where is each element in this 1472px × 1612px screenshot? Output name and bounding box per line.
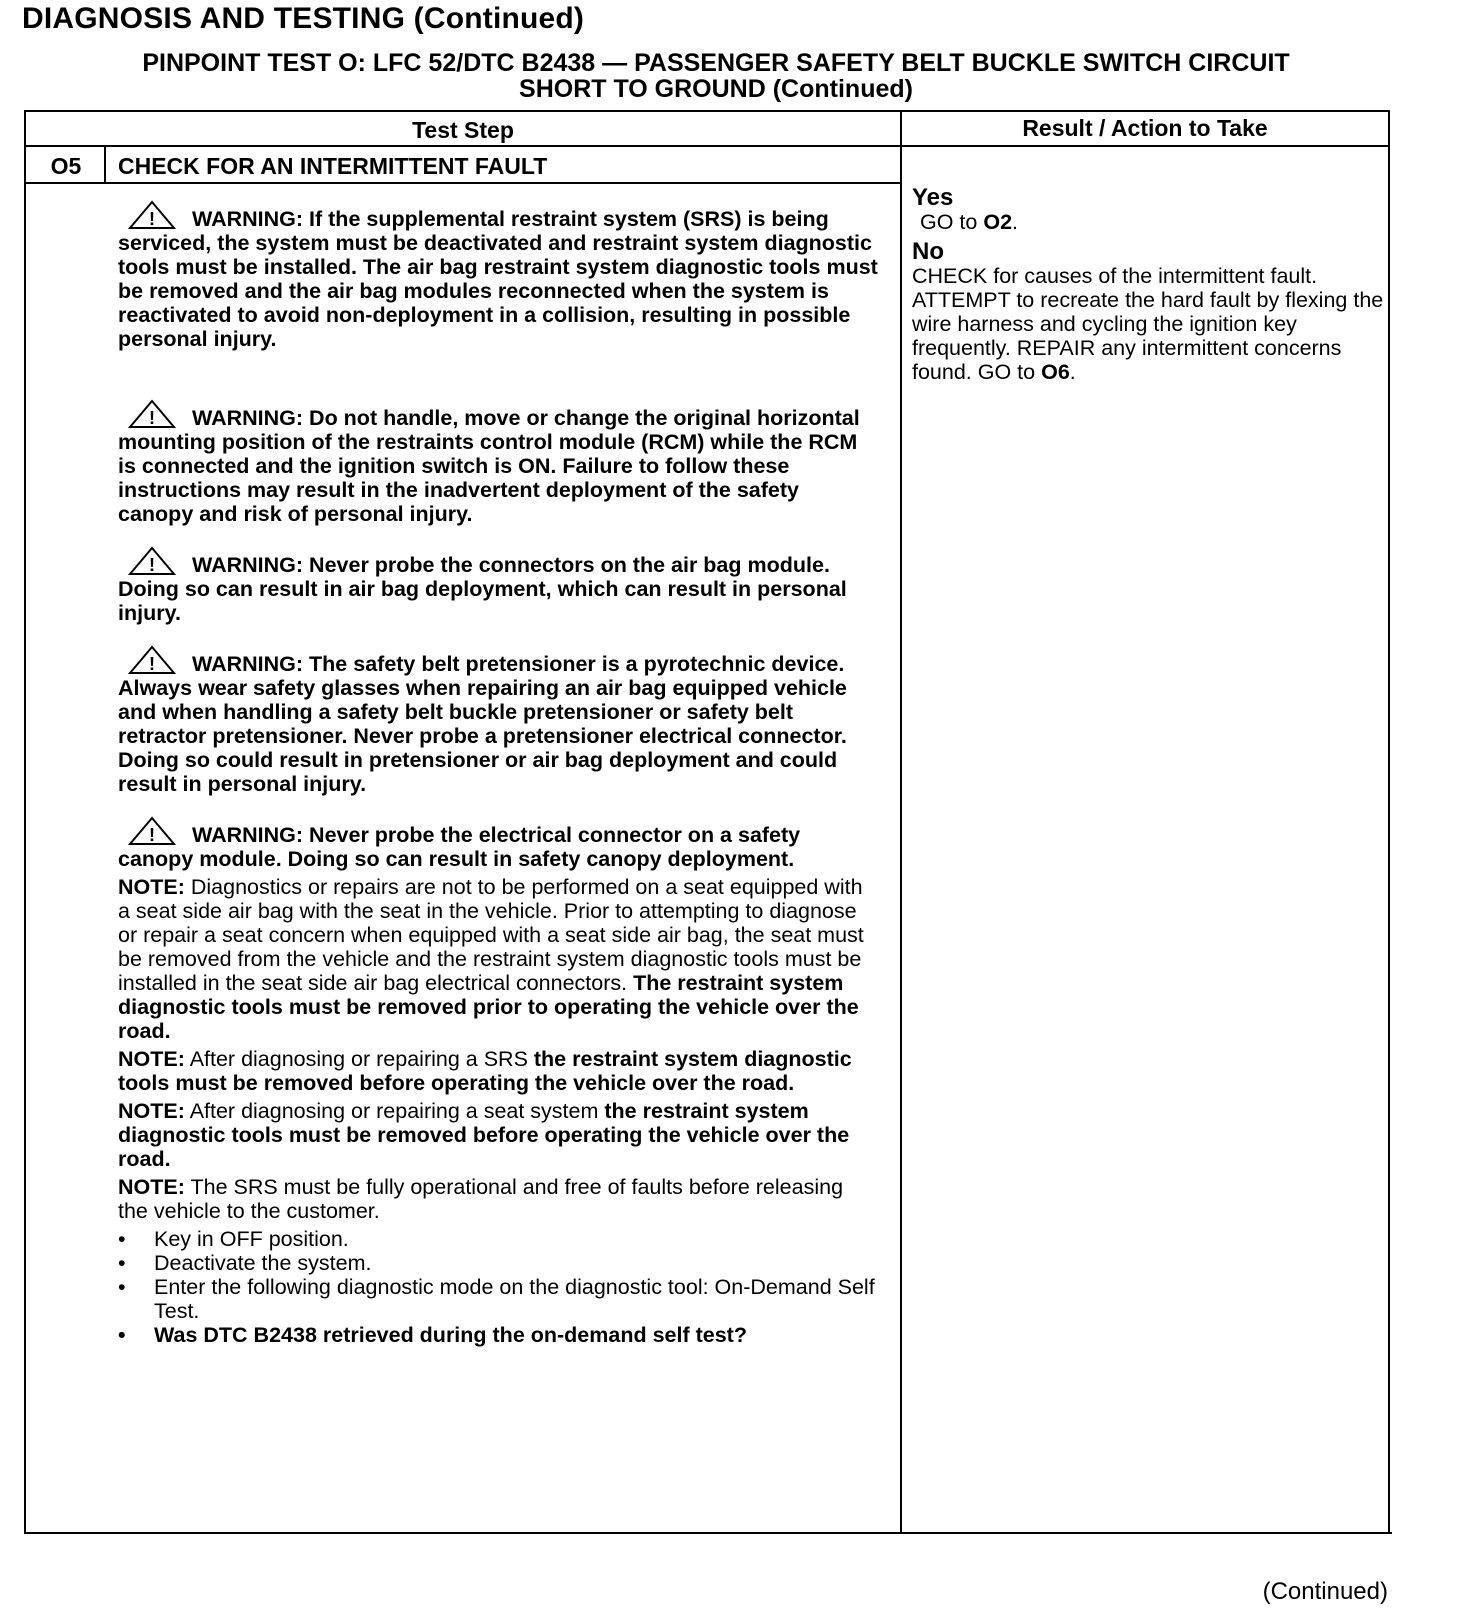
- pinpoint-test-title-line2: SHORT TO GROUND (Continued): [519, 75, 913, 103]
- note-label: NOTE:: [118, 1099, 185, 1123]
- note-label: NOTE:: [118, 875, 185, 899]
- note-text: Diagnostics or repairs are not to be performed on a seat equipped with a seat side air bag with the seat in the vehicle. Prior to attempting to diagnose or repair a seat concern when equipped with a seat side air bag, the seat must be removed from the vehicle and the restraint system diagnostic tools must be installed in the seat side air bag electrical connectors.: [118, 875, 864, 995]
- note-label: NOTE:: [118, 1047, 185, 1071]
- note-3: [118, 1099, 878, 1171]
- warning-5: [118, 816, 878, 871]
- list-item: • Deactivate the system.: [118, 1251, 878, 1275]
- result-yes-target: O2: [983, 210, 1013, 234]
- result-no-target: O6: [1041, 360, 1070, 384]
- result-column: [912, 186, 1392, 390]
- note-emphasis: The restraint system diagnostic tools must be removed prior to operating the vehicle over the road.: [118, 971, 859, 1043]
- note-1: [118, 875, 878, 1043]
- svg-text:!: !: [149, 825, 155, 845]
- table-left-border: [24, 110, 26, 1534]
- header-result-action: Result / Action to Take: [1022, 115, 1268, 141]
- warning-triangle-icon: [128, 645, 176, 675]
- result-yes-text: GO to: [920, 210, 978, 234]
- warning-text: WARNING: Never probe the electrical connector on a safety canopy module. Doing so can result in safety canopy deployment.: [118, 823, 801, 871]
- svg-text:!: !: [149, 654, 155, 674]
- result-yes-label: Yes: [912, 184, 954, 211]
- result-no-label: No: [912, 238, 944, 265]
- warning-triangle-icon: [128, 399, 176, 429]
- continued-label: (Continued): [1262, 1578, 1388, 1605]
- warning-triangle-icon: [128, 200, 176, 230]
- warning-text: WARNING: If the supplemental restraint system (SRS) is being serviced, the system must be deactivated and restraint system diagnostic tools must be installed. The air bag restraint system diagnostic tools must be removed and the air bag modules reconnected when the system is reactivated to avoid non-deployment in a collision, resulting in possible personal injury.: [118, 207, 878, 351]
- note-2: [118, 1047, 878, 1095]
- result-yes-action: [912, 210, 1392, 234]
- result-no-end: .: [1069, 360, 1076, 384]
- result-yes-end: .: [1012, 210, 1019, 234]
- header-test-step: Test Step: [412, 117, 514, 143]
- warning-3: [118, 546, 878, 625]
- table-bottom-border: [24, 1532, 1392, 1534]
- warning-triangle-icon: [128, 546, 176, 576]
- note-4: [118, 1175, 878, 1223]
- step-id: O5: [50, 153, 82, 179]
- page-title: DIAGNOSIS AND TESTING (Continued): [22, 2, 585, 35]
- result-no-text: CHECK for causes of the intermittent fault. ATTEMPT to recreate the hard fault by flexing the wire harness and cycling the ignition key frequently. REPAIR any intermittent concerns found. GO to: [912, 264, 1384, 384]
- svg-text:!: !: [149, 408, 155, 428]
- step-title: CHECK FOR AN INTERMITTENT FAULT: [118, 153, 548, 179]
- note-emphasis: the restraint system diagnostic tools must be removed before operating the vehicle over the road.: [118, 1099, 850, 1171]
- note-emphasis: the restraint system diagnostic tools must be removed before operating the vehicle over the road.: [118, 1047, 852, 1095]
- warning-text: WARNING: Never probe the connectors on the air bag module. Doing so can result in air bag deployment, which can result in personal injury.: [118, 553, 847, 625]
- warning-triangle-icon: [128, 816, 176, 846]
- warning-text: WARNING: Do not handle, move or change the original horizontal mounting position of the restraints control module (RCM) while the RCM is connected and the ignition switch is ON. Failure to follow these instructions may result in the inadvertent deployment of the safety canopy and risk of personal injury.: [118, 406, 860, 526]
- svg-text:!: !: [149, 555, 155, 575]
- pinpoint-test-title: [26, 50, 1406, 102]
- note-label: NOTE:: [118, 1175, 185, 1199]
- pinpoint-test-title-line1: PINPOINT TEST O: LFC 52/DTC B2438 — PASSENGER SAFETY BELT BUCKLE SWITCH CIRCUIT: [142, 49, 1290, 77]
- list-item-question: • Was DTC B2438 retrieved during the on-demand self test?: [118, 1323, 878, 1347]
- list-item: • Key in OFF position.: [118, 1227, 878, 1251]
- column-divider: [900, 110, 902, 1534]
- list-item: • Enter the following diagnostic mode on the diagnostic tool: On-Demand Self Test.: [118, 1275, 878, 1323]
- warning-2: [118, 399, 878, 526]
- header-divider: [24, 145, 1390, 147]
- warning-4: [118, 645, 878, 796]
- step-title-divider: [24, 182, 900, 184]
- note-text: After diagnosing or repairing a SRS: [189, 1047, 528, 1071]
- warning-1: [118, 200, 878, 351]
- result-no-action: [912, 264, 1392, 384]
- note-text: After diagnosing or repairing a seat system: [189, 1099, 599, 1123]
- svg-text:!: !: [149, 209, 155, 229]
- table-top-border: [24, 110, 1388, 112]
- warning-text: WARNING: The safety belt pretensioner is a pyrotechnic device. Always wear safety glasses when repairing an air bag equipped vehicle and when handling a safety belt buckle pretensioner or safety belt retractor pretensioner. Never probe a pretensioner electrical connector. Doing so could result in pretensioner or air bag deployment and could result in personal injury.: [118, 652, 847, 796]
- note-text: The SRS must be fully operational and free of faults before releasing the vehicle to the customer.: [118, 1175, 844, 1223]
- test-step-body: [118, 200, 878, 1347]
- action-list: [118, 1227, 878, 1347]
